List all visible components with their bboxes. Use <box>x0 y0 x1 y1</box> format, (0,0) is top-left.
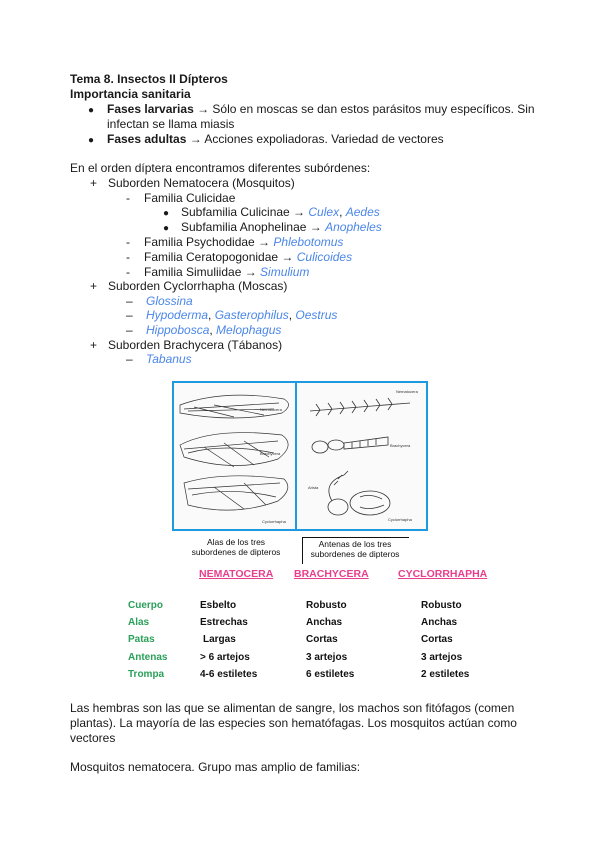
bullet-dot: ● <box>163 208 170 219</box>
bullet-dot: ● <box>88 135 95 146</box>
genus-list-hypoderma: Hypoderma, Gasterophilus, Oestrus <box>146 308 338 322</box>
dash-marker: – <box>126 308 133 322</box>
antenna-labels <box>308 389 419 522</box>
wing-label-brachycera: Brachycera <box>260 451 281 456</box>
subfamilia-culicinae: Subfamilia Culicinae → Culex, Aedes <box>181 205 380 219</box>
genus-glossina: Glossina <box>146 294 193 308</box>
row-label-trompa: Trompa <box>128 669 165 680</box>
table-cell: Robusto <box>306 600 347 611</box>
table-cell: Largas <box>203 634 236 645</box>
wing-label-cyclorrhapha: Cyclorrhapha <box>262 519 286 524</box>
closing-text: Mosquitos nematocera. Grupo mas amplio de familias: <box>70 760 361 774</box>
table-cell: Robusto <box>421 600 462 611</box>
antenna-label-nematocera: Nematocera <box>396 389 418 394</box>
familia-ceratopogonidae: Familia Ceratopogonidae → Culicoides <box>144 250 353 264</box>
page-title: Tema 8. Insectos II Dípteros <box>70 72 228 86</box>
dash-marker: - <box>126 191 130 205</box>
familia-psychodidae: Familia Psychodidae → Phlebotomus <box>144 235 344 249</box>
row-label-cuerpo: Cuerpo <box>128 600 163 611</box>
row-label-alas: Alas <box>128 617 150 628</box>
wing-label-nematocera: Nematocera <box>260 407 282 412</box>
familia-simuliidae: Familia Simuliidae → Simulium <box>144 265 310 279</box>
wings-antennae-drawing <box>174 383 426 529</box>
table-cell: Anchas <box>306 617 343 628</box>
table-cell: Esbelto <box>200 600 237 611</box>
plus-marker: + <box>90 176 98 190</box>
table-header-brachycera: BRACHYCERA <box>294 568 369 580</box>
section-subtitle: Importancia sanitaria <box>70 87 191 101</box>
dash-marker: – <box>126 352 133 366</box>
genus-tabanus: Tabanus <box>146 352 192 366</box>
plus-marker: + <box>90 279 98 293</box>
table-header-nematocera: NEMATOCERA <box>199 568 274 580</box>
bullet-dot: ● <box>163 223 170 234</box>
row-label-antenas: Antenas <box>128 652 168 663</box>
antenna-label-arista: Arista <box>308 485 319 490</box>
paragraph-line: plantas). La mayoría de las especies son hematófagas. Los mosquitos actúan como <box>70 716 517 730</box>
suborden-cyclorrhapha: Suborden Cyclorrhapha (Moscas) <box>108 279 288 293</box>
bullet-larvarias-cont: infectan se llama miasis <box>107 117 235 131</box>
dash-marker: - <box>126 250 130 264</box>
table-cell: Estrechas <box>200 617 248 628</box>
anatomy-figure <box>172 381 428 531</box>
bullet-larvarias: Fases larvarias → Sólo en moscas se dan estos parásitos muy específicos. Sin <box>107 102 535 116</box>
antenna-label-cyclorrhapha: Cyclorrhapha <box>388 517 412 522</box>
table-cell: 3 artejos <box>306 652 348 663</box>
antenna-label-brachycera: Brachycera <box>390 443 411 448</box>
table-cell: Cortas <box>421 634 453 645</box>
plus-marker: + <box>90 338 98 352</box>
dash-marker: – <box>126 323 133 337</box>
dash-marker: - <box>126 235 130 249</box>
table-cell: > 6 artejos <box>200 652 250 663</box>
table-header-cyclorrhapha: CYCLORRHAPHA <box>398 568 488 580</box>
wing-labels <box>260 407 287 524</box>
bullet-adultas: Fases adultas → Acciones expoliadoras. Variedad de vectores <box>107 132 444 146</box>
intro-text: En el orden díptera encontramos diferentes subórdenes: <box>70 161 371 175</box>
subfamilia-anophelinae: Subfamilia Anophelinae → Anopheles <box>181 220 382 234</box>
table-cell: Cortas <box>306 634 338 645</box>
bullet-dot: ● <box>88 105 95 116</box>
table-cell: 6 estiletes <box>306 669 355 680</box>
table-cell: Anchas <box>421 617 458 628</box>
familia-culicidae: Familia Culicidae <box>144 191 236 205</box>
dash-marker: - <box>126 265 130 279</box>
caption-antennae: Antenas de los tres subordenes de dipteros <box>310 539 400 559</box>
dash-marker: – <box>126 294 133 308</box>
caption-wings: Alas de los tres subordenes de dipteros <box>191 537 281 557</box>
table-cell: 4-6 estiletes <box>200 669 258 680</box>
suborden-brachycera: Suborden Brachycera (Tábanos) <box>108 338 283 352</box>
paragraph-line: vectores <box>70 731 116 745</box>
paragraph-line: Las hembras son las que se alimentan de sangre, los machos son fitófagos (comen <box>70 701 515 715</box>
row-label-patas: Patas <box>128 634 155 645</box>
genus-list-hippobosca: Hippobosca, Melophagus <box>146 323 282 337</box>
suborden-nematocera: Suborden Nematocera (Mosquitos) <box>108 176 295 190</box>
table-cell: 2 estiletes <box>421 669 470 680</box>
table-cell: 3 artejos <box>421 652 463 663</box>
